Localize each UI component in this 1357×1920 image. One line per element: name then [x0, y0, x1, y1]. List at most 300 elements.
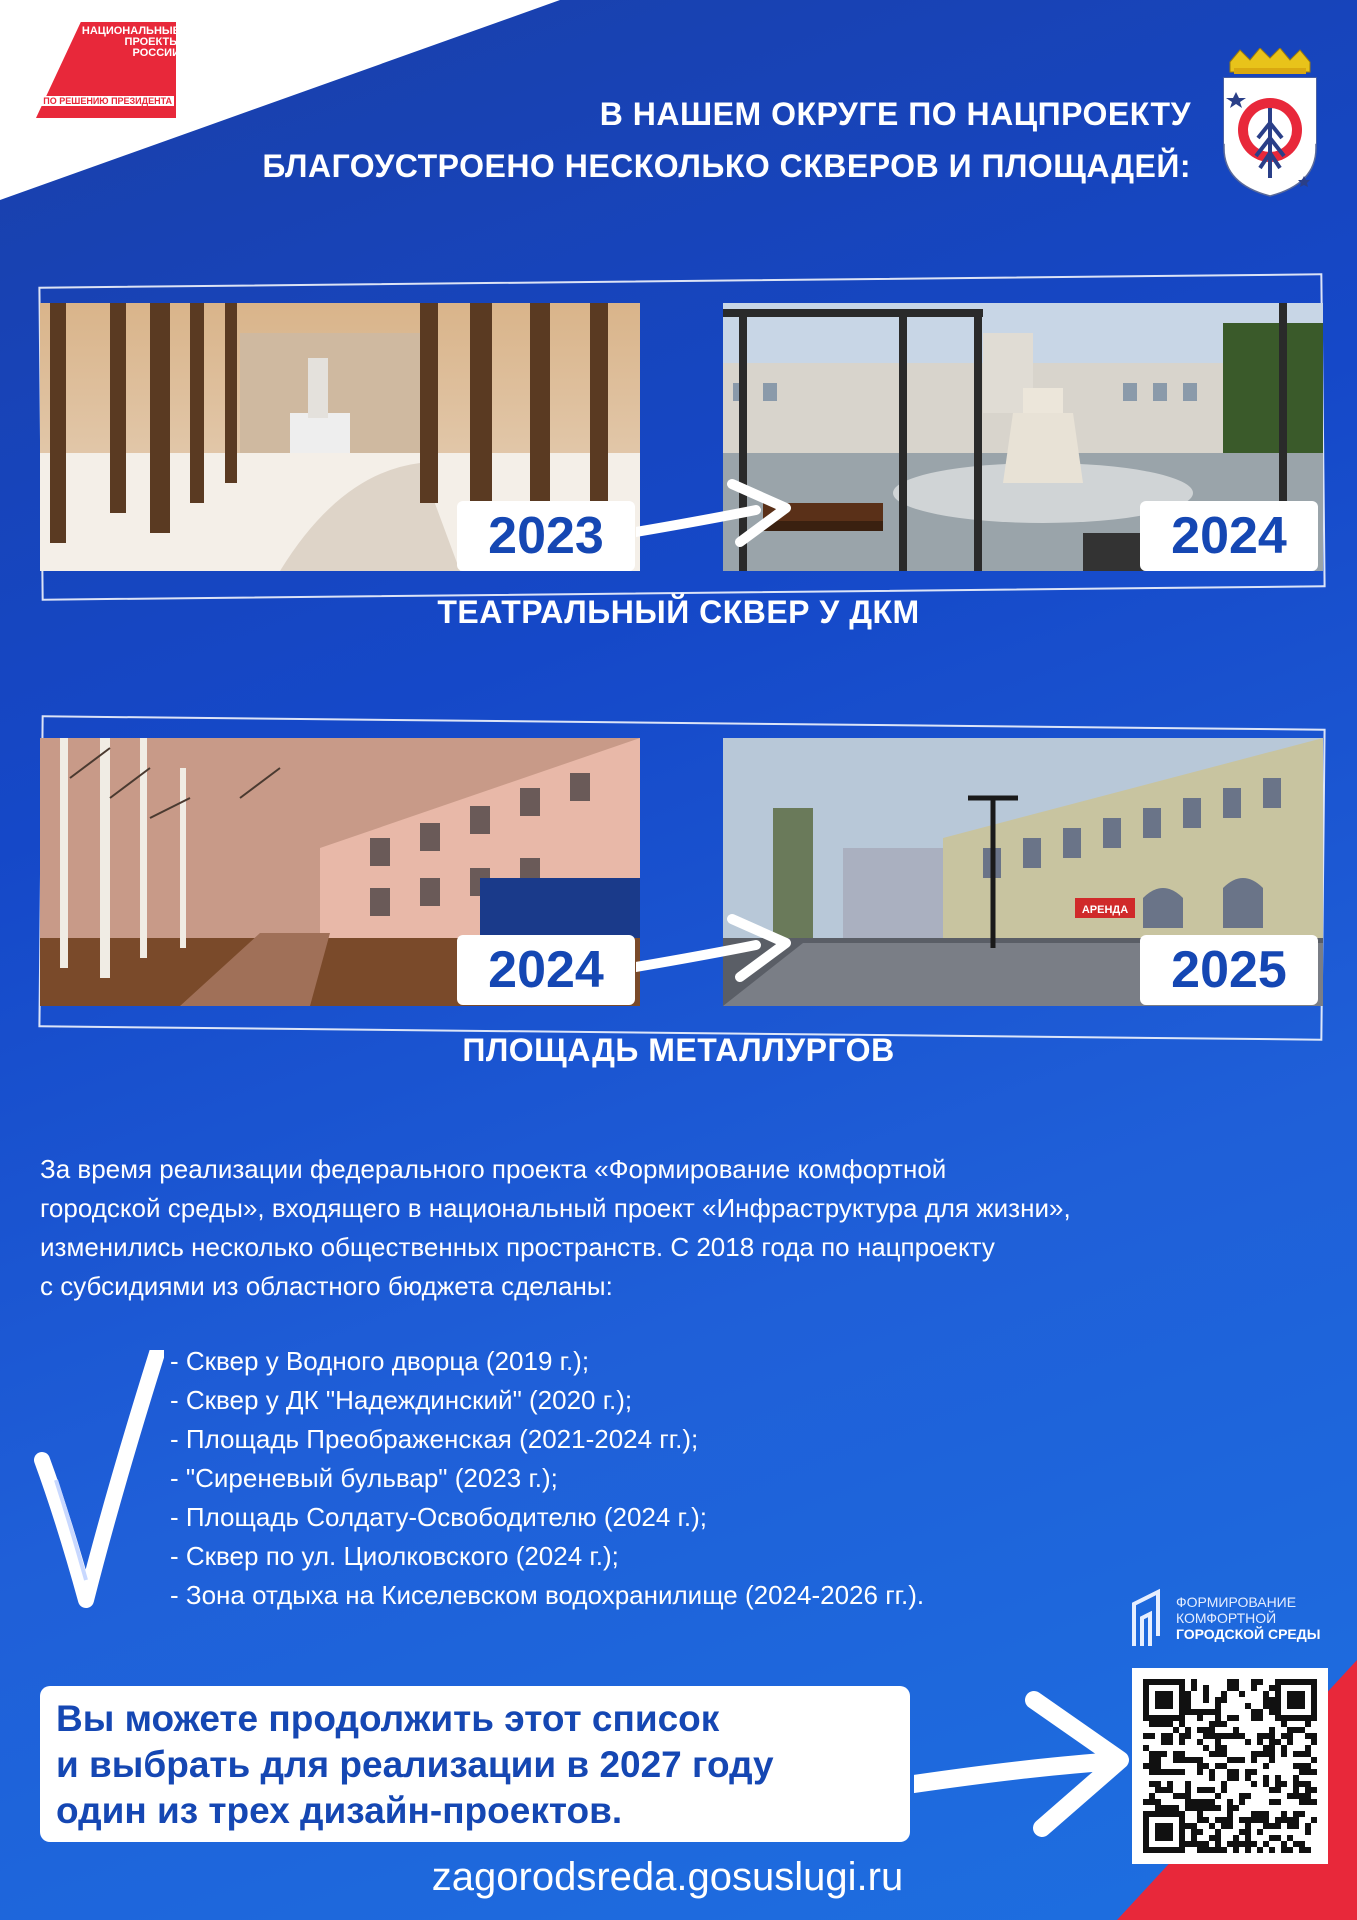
qr-module	[1233, 1847, 1239, 1853]
qr-module	[1185, 1757, 1191, 1763]
qr-module	[1167, 1787, 1173, 1793]
qr-module	[1305, 1715, 1311, 1721]
qr-module	[1275, 1691, 1281, 1697]
qr-module	[1179, 1691, 1185, 1697]
qr-module	[1143, 1835, 1149, 1841]
qr-module	[1215, 1709, 1221, 1715]
qr-module	[1185, 1823, 1191, 1829]
qr-module	[1221, 1691, 1227, 1697]
qr-module	[1233, 1841, 1239, 1847]
qr-module	[1191, 1679, 1197, 1685]
qr-module	[1179, 1793, 1185, 1799]
qr-module	[1191, 1829, 1197, 1835]
np-logo-line2: ПО РЕШЕНИЮ ПРЕЗИДЕНТА	[36, 96, 174, 106]
qr-module	[1167, 1847, 1173, 1853]
qr-module	[1149, 1781, 1155, 1787]
qr-module	[1203, 1745, 1209, 1751]
qr-module	[1203, 1691, 1209, 1697]
qr-module	[1311, 1685, 1317, 1691]
qr-module	[1287, 1823, 1293, 1829]
qr-module	[1191, 1709, 1197, 1715]
qr-module	[1173, 1727, 1179, 1733]
qr-module	[1227, 1679, 1233, 1685]
qr-module	[1227, 1769, 1233, 1775]
qr-module	[1299, 1763, 1305, 1769]
qr-module	[1299, 1703, 1305, 1709]
qr-module	[1275, 1709, 1281, 1715]
list-item: - Сквер у Водного дворца (2019 г.);	[170, 1346, 590, 1376]
qr-module	[1281, 1811, 1287, 1817]
qr-module	[1227, 1811, 1233, 1817]
qr-module	[1299, 1679, 1305, 1685]
qr-module	[1221, 1721, 1227, 1727]
qr-module	[1197, 1841, 1203, 1847]
qr-module	[1161, 1811, 1167, 1817]
qr-module	[1245, 1775, 1251, 1781]
qr-module	[1197, 1709, 1203, 1715]
qr-module	[1215, 1715, 1221, 1721]
arrow-right-icon	[914, 1688, 1134, 1838]
qr-module	[1155, 1691, 1161, 1697]
qr-module	[1269, 1697, 1275, 1703]
qr-module	[1233, 1769, 1239, 1775]
qr-module	[1161, 1715, 1167, 1721]
qr-module	[1257, 1715, 1263, 1721]
qr-module	[1257, 1817, 1263, 1823]
qr-module	[1233, 1727, 1239, 1733]
qr-module	[1227, 1823, 1233, 1829]
qr-module	[1143, 1691, 1149, 1697]
qr-module	[1245, 1739, 1251, 1745]
qr-module	[1155, 1823, 1161, 1829]
qr-module	[1185, 1733, 1191, 1739]
qr-module	[1173, 1679, 1179, 1685]
qr-module	[1167, 1823, 1173, 1829]
qr-module	[1299, 1727, 1305, 1733]
qr-module	[1287, 1847, 1293, 1853]
qr-module	[1209, 1805, 1215, 1811]
qr-module	[1269, 1823, 1275, 1829]
qr-module	[1233, 1835, 1239, 1841]
qr-module	[1293, 1679, 1299, 1685]
qr-module	[1197, 1829, 1203, 1835]
qr-module	[1275, 1775, 1281, 1781]
qr-module	[1161, 1733, 1167, 1739]
qr-module	[1179, 1709, 1185, 1715]
qr-module	[1203, 1709, 1209, 1715]
qr-module	[1257, 1847, 1263, 1853]
qr-module	[1293, 1751, 1299, 1757]
qr-module	[1269, 1745, 1275, 1751]
qr-module	[1305, 1745, 1311, 1751]
comfort-environment-logo-icon	[1128, 1586, 1168, 1652]
qr-module	[1287, 1679, 1293, 1685]
qr-module	[1179, 1715, 1185, 1721]
qr-module	[1203, 1685, 1209, 1691]
qr-module	[1161, 1835, 1167, 1841]
website-link[interactable]: zagorodsreda.gosuslugi.ru	[431, 1855, 904, 1899]
qr-module	[1209, 1799, 1215, 1805]
qr-module	[1227, 1817, 1233, 1823]
year-badge-after-2: 2025	[1140, 935, 1318, 1005]
qr-module	[1143, 1841, 1149, 1847]
description-paragraph	[40, 1150, 1330, 1306]
qr-module	[1293, 1763, 1299, 1769]
qr-module	[1143, 1709, 1149, 1715]
qr-module	[1311, 1787, 1317, 1793]
qr-module	[1233, 1685, 1239, 1691]
qr-module	[1299, 1697, 1305, 1703]
qr-module	[1287, 1739, 1293, 1745]
qr-module	[1275, 1799, 1281, 1805]
qr-module	[1287, 1727, 1293, 1733]
qr-module	[1191, 1823, 1197, 1829]
qr-module	[1155, 1829, 1161, 1835]
qr-module	[1263, 1775, 1269, 1781]
qr-module	[1221, 1751, 1227, 1757]
qr-module	[1215, 1805, 1221, 1811]
qr-module	[1191, 1835, 1197, 1841]
qr-module	[1269, 1709, 1275, 1715]
qr-module	[1293, 1691, 1299, 1697]
qr-module	[1245, 1829, 1251, 1835]
qr-module	[1149, 1733, 1155, 1739]
qr-module	[1215, 1763, 1221, 1769]
qr-module	[1191, 1805, 1197, 1811]
qr-module	[1179, 1733, 1185, 1739]
qr-module	[1209, 1835, 1215, 1841]
qr-module	[1167, 1715, 1173, 1721]
qr-module	[1143, 1829, 1149, 1835]
qr-module	[1209, 1769, 1215, 1775]
qr-module	[1275, 1703, 1281, 1709]
qr-module	[1185, 1697, 1191, 1703]
qr-module	[1257, 1739, 1263, 1745]
qr-module	[1287, 1817, 1293, 1823]
qr-module	[1299, 1799, 1305, 1805]
qr-module	[1263, 1763, 1269, 1769]
qr-module	[1215, 1829, 1221, 1835]
qr-module	[1209, 1775, 1215, 1781]
qr-module	[1287, 1703, 1293, 1709]
qr-module	[1275, 1835, 1281, 1841]
qr-module	[1275, 1697, 1281, 1703]
qr-module	[1245, 1841, 1251, 1847]
qr-module	[1149, 1847, 1155, 1853]
qr-module	[1251, 1709, 1257, 1715]
qr-module	[1203, 1847, 1209, 1853]
qr-module	[1167, 1697, 1173, 1703]
qr-module	[1155, 1781, 1161, 1787]
qr-module	[1173, 1793, 1179, 1799]
qr-module	[1185, 1799, 1191, 1805]
qr-module	[1143, 1685, 1149, 1691]
qr-module	[1233, 1715, 1239, 1721]
qr-module	[1263, 1745, 1269, 1751]
qr-module	[1293, 1727, 1299, 1733]
qr-module	[1215, 1841, 1221, 1847]
qr-module	[1143, 1697, 1149, 1703]
project-caption-1: ТЕАТРАЛЬНЫЙ СКВЕР У ДКМ	[437, 594, 920, 630]
qr-module	[1203, 1733, 1209, 1739]
qr-module	[1251, 1757, 1257, 1763]
qr-module	[1227, 1775, 1233, 1781]
qr-module	[1185, 1787, 1191, 1793]
qr-module	[1311, 1697, 1317, 1703]
qr-module	[1299, 1793, 1305, 1799]
qr-module	[1311, 1691, 1317, 1697]
qr-module	[1263, 1751, 1269, 1757]
list-item: - Площадь Солдату-Освободителю (2024 г.);	[170, 1502, 707, 1532]
qr-module	[1269, 1685, 1275, 1691]
qr-module	[1185, 1691, 1191, 1697]
qr-module	[1239, 1829, 1245, 1835]
qr-module	[1197, 1811, 1203, 1817]
qr-module	[1209, 1727, 1215, 1733]
qr-module	[1269, 1835, 1275, 1841]
qr-module	[1287, 1733, 1293, 1739]
qr-module	[1275, 1685, 1281, 1691]
qr-module	[1305, 1721, 1311, 1727]
qr-module	[1209, 1823, 1215, 1829]
qr-module	[1155, 1847, 1161, 1853]
qr-module	[1251, 1841, 1257, 1847]
qr-module	[1305, 1829, 1311, 1835]
qr-module	[1275, 1787, 1281, 1793]
qr-module	[1227, 1733, 1233, 1739]
qr-module	[1269, 1727, 1275, 1733]
qr-module	[1191, 1841, 1197, 1847]
comfort-environment-logo	[1128, 1586, 1338, 1652]
year-badge-after-1: 2024	[1140, 501, 1318, 571]
qr-module	[1203, 1727, 1209, 1733]
qr-module	[1269, 1751, 1275, 1757]
qr-module	[1167, 1733, 1173, 1739]
qr-module	[1215, 1793, 1221, 1799]
qr-module	[1281, 1745, 1287, 1751]
year-badge-before-1: 2023	[457, 501, 635, 571]
qr-module	[1287, 1697, 1293, 1703]
qr-module	[1293, 1775, 1299, 1781]
coat-of-arms-icon	[1220, 48, 1320, 198]
qr-module	[1185, 1703, 1191, 1709]
qr-module	[1305, 1787, 1311, 1793]
year-badge-before-2: 2024	[457, 935, 635, 1005]
paragraph-line4: с субсидиями из областного бюджета сделаны:	[40, 1271, 613, 1301]
qr-module	[1281, 1751, 1287, 1757]
qr-module	[1251, 1781, 1257, 1787]
qr-module	[1251, 1769, 1257, 1775]
qr-module	[1233, 1679, 1239, 1685]
qr-module	[1239, 1841, 1245, 1847]
qr-module	[1293, 1817, 1299, 1823]
qr-module	[1197, 1799, 1203, 1805]
qr-module	[1149, 1763, 1155, 1769]
qr-module	[1203, 1763, 1209, 1769]
qr-module	[1191, 1685, 1197, 1691]
qr-module	[1161, 1787, 1167, 1793]
qr-module	[1263, 1733, 1269, 1739]
kfgs-line2: КОМФОРТНОЙ	[1176, 1610, 1277, 1626]
qr-module	[1143, 1823, 1149, 1829]
qr-module	[1305, 1751, 1311, 1757]
qr-module	[1293, 1703, 1299, 1709]
qr-module	[1269, 1757, 1275, 1763]
qr-module	[1167, 1691, 1173, 1697]
qr-module	[1149, 1679, 1155, 1685]
qr-module	[1203, 1697, 1209, 1703]
qr-module	[1179, 1817, 1185, 1823]
qr-module	[1209, 1709, 1215, 1715]
qr-module	[1197, 1739, 1203, 1745]
cta-line2: и выбрать для реализации в 2027 году	[56, 1744, 774, 1785]
qr-module	[1269, 1799, 1275, 1805]
qr-module	[1257, 1829, 1263, 1835]
paragraph-line3: изменились несколько общественных пространств. С 2018 года по нацпроекту	[40, 1232, 995, 1262]
qr-module	[1185, 1781, 1191, 1787]
national-projects-logo	[36, 22, 186, 122]
cta-box	[40, 1686, 910, 1842]
qr-module	[1155, 1835, 1161, 1841]
qr-module	[1155, 1721, 1161, 1727]
qr-module	[1251, 1679, 1257, 1685]
qr-module	[1155, 1715, 1161, 1721]
qr-module	[1149, 1799, 1155, 1805]
qr-module	[1167, 1781, 1173, 1787]
qr-module	[1281, 1817, 1287, 1823]
qr-module	[1251, 1715, 1257, 1721]
qr-module	[1281, 1841, 1287, 1847]
qr-module	[1215, 1817, 1221, 1823]
qr-module	[1143, 1745, 1149, 1751]
qr-module	[1311, 1679, 1317, 1685]
qr-module	[1143, 1715, 1149, 1721]
qr-module	[1167, 1703, 1173, 1709]
qr-module	[1227, 1715, 1233, 1721]
qr-module	[1161, 1829, 1167, 1835]
qr-module	[1167, 1835, 1173, 1841]
qr-module	[1305, 1763, 1311, 1769]
title-line2: БЛАГОУСТРОЕНО НЕСКОЛЬКО СКВЕРОВ И ПЛОЩАДЕЙ:	[262, 148, 1191, 184]
qr-module	[1215, 1703, 1221, 1709]
cta-line1: Вы можете продолжить этот список	[56, 1698, 720, 1739]
qr-module	[1215, 1721, 1221, 1727]
qr-module	[1173, 1751, 1179, 1757]
qr-module	[1263, 1703, 1269, 1709]
qr-module	[1197, 1817, 1203, 1823]
qr-module	[1305, 1769, 1311, 1775]
qr-module	[1221, 1847, 1227, 1853]
qr-module	[1173, 1805, 1179, 1811]
qr-module	[1215, 1835, 1221, 1841]
qr-module	[1173, 1847, 1179, 1853]
qr-module	[1311, 1799, 1317, 1805]
qr-module	[1167, 1679, 1173, 1685]
qr-module	[1149, 1715, 1155, 1721]
projects-list	[170, 1342, 924, 1615]
qr-module	[1275, 1679, 1281, 1685]
qr-code-icon[interactable]	[1132, 1668, 1328, 1864]
qr-module	[1209, 1847, 1215, 1853]
qr-module	[1299, 1847, 1305, 1853]
qr-module	[1161, 1721, 1167, 1727]
qr-module	[1269, 1847, 1275, 1853]
qr-module	[1143, 1733, 1149, 1739]
qr-module	[1185, 1805, 1191, 1811]
qr-module	[1197, 1769, 1203, 1775]
qr-module	[1251, 1751, 1257, 1757]
qr-module	[1161, 1679, 1167, 1685]
qr-module	[1179, 1739, 1185, 1745]
qr-module	[1287, 1715, 1293, 1721]
qr-module	[1221, 1781, 1227, 1787]
qr-module	[1173, 1757, 1179, 1763]
qr-module	[1311, 1709, 1317, 1715]
qr-module	[1245, 1835, 1251, 1841]
qr-module	[1215, 1751, 1221, 1757]
qr-module	[1293, 1781, 1299, 1787]
qr-module	[1203, 1841, 1209, 1847]
qr-module	[1239, 1799, 1245, 1805]
qr-module	[1245, 1823, 1251, 1829]
qr-module	[1293, 1715, 1299, 1721]
qr-module	[1161, 1703, 1167, 1709]
qr-module	[1305, 1781, 1311, 1787]
qr-module	[1179, 1769, 1185, 1775]
qr-module	[1185, 1727, 1191, 1733]
paragraph-line2: городской среды», входящего в национальный проект «Инфраструктура для жизни»,	[40, 1193, 1071, 1223]
checkmark-icon	[34, 1350, 164, 1610]
qr-module	[1281, 1721, 1287, 1727]
qr-module	[1305, 1679, 1311, 1685]
qr-module	[1155, 1703, 1161, 1709]
qr-module	[1311, 1703, 1317, 1709]
qr-module	[1155, 1769, 1161, 1775]
qr-module	[1287, 1793, 1293, 1799]
qr-module	[1155, 1697, 1161, 1703]
qr-module	[1221, 1733, 1227, 1739]
qr-module	[1257, 1751, 1263, 1757]
qr-module	[1209, 1733, 1215, 1739]
qr-module	[1155, 1799, 1161, 1805]
qr-module	[1245, 1847, 1251, 1853]
qr-module	[1209, 1787, 1215, 1793]
qr-module	[1293, 1811, 1299, 1817]
qr-module	[1293, 1697, 1299, 1703]
qr-module	[1143, 1847, 1149, 1853]
qr-module	[1215, 1739, 1221, 1745]
qr-module	[1281, 1733, 1287, 1739]
qr-module	[1143, 1703, 1149, 1709]
qr-module	[1149, 1769, 1155, 1775]
qr-module	[1155, 1787, 1161, 1793]
qr-module	[1287, 1691, 1293, 1697]
qr-module	[1275, 1823, 1281, 1829]
qr-module	[1221, 1787, 1227, 1793]
qr-module	[1275, 1817, 1281, 1823]
qr-module	[1221, 1763, 1227, 1769]
qr-module	[1281, 1781, 1287, 1787]
qr-module	[1203, 1817, 1209, 1823]
qr-module	[1239, 1817, 1245, 1823]
qr-module	[1143, 1763, 1149, 1769]
list-item: - Зона отдыха на Киселевском водохранилище (2024-2026 гг.).	[170, 1580, 925, 1610]
arrow-right-icon	[636, 905, 796, 985]
qr-module	[1299, 1691, 1305, 1697]
qr-module	[1167, 1829, 1173, 1835]
qr-module	[1197, 1763, 1203, 1769]
qr-module	[1215, 1697, 1221, 1703]
